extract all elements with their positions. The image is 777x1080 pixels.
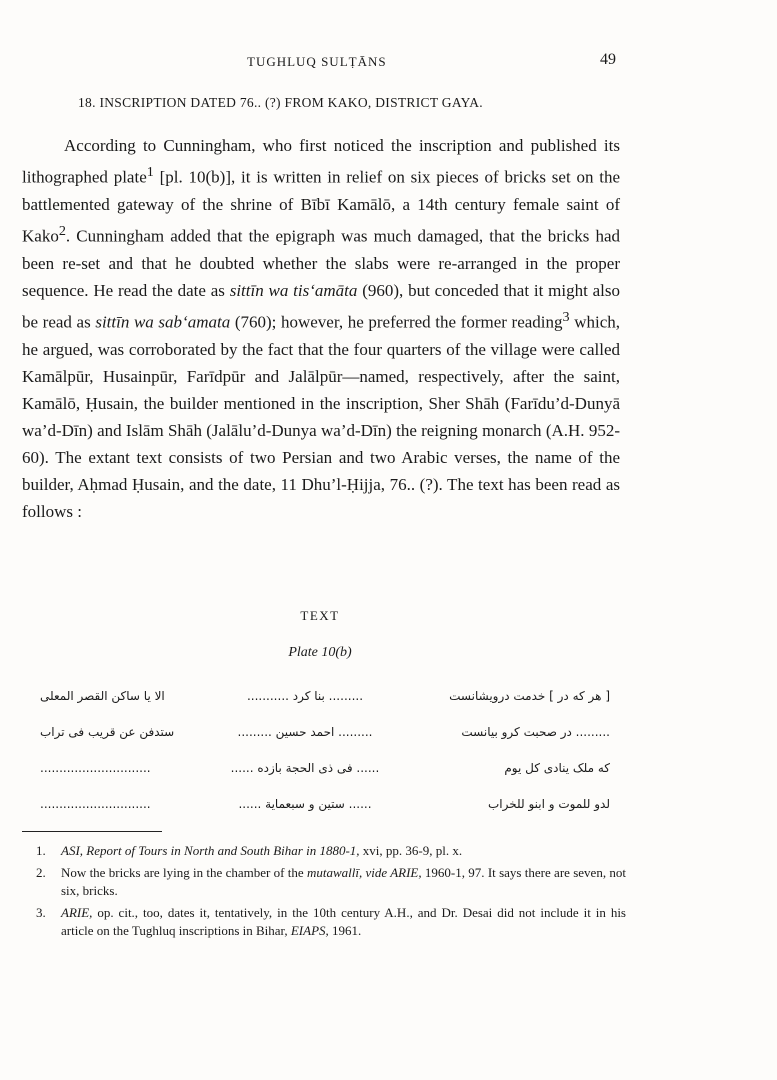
page-number: 49 — [600, 51, 616, 68]
verse-row — [40, 714, 610, 750]
footnote-span: 1961. — [328, 923, 362, 938]
footnote-italic: ASI, Report of Tours in North and South Bihar in 1880-1, — [61, 843, 360, 858]
footnote-span: Now the bricks are lying in the chamber of the — [61, 864, 307, 880]
verse-row — [40, 786, 610, 822]
footnote — [36, 842, 626, 861]
verse-cell: ......... در صحبت کرو بیانست — [461, 725, 610, 739]
plate-label: Plate 10(b) — [288, 645, 352, 660]
footnote-ref: 2 — [58, 222, 66, 239]
footnote — [36, 864, 626, 901]
verse-cell: الا یا ساکن القصر المعلی — [40, 689, 165, 703]
paragraph-span: . Cunningham added that the epigraph was much damaged, that the bricks had been re-set and that he doubted whether the slabs were re-arranged in the proper sequence. He read the date as — [22, 226, 620, 300]
body-text — [22, 132, 620, 525]
running-title: TUGHLUQ SULṬĀNS — [247, 54, 387, 69]
footnote-rule — [22, 831, 162, 832]
paragraph — [22, 132, 620, 525]
transliteration: sittīn wa tis‘amāta — [229, 280, 358, 300]
footnote-ref: 3 — [562, 308, 570, 325]
footnote-span: 1960-1, 97. It says there are seven, not six, bricks. — [61, 864, 626, 898]
paragraph-span: (960), but conceded that it might also be read as — [22, 280, 620, 332]
verse-cell: ......... احمد حسین ......... — [237, 725, 373, 739]
inscription-verses — [40, 678, 610, 822]
footnote-text — [61, 864, 626, 901]
footnote-text — [61, 842, 626, 861]
paragraph-span: According to Cunningham, who first noticed the inscription and published its lithographed plate — [22, 136, 620, 187]
verse-cell: لدو للموت و ابنو للخراب — [488, 797, 610, 811]
verse-row — [40, 678, 610, 714]
footnote-span: xvi, pp. 36-9, pl. x. — [359, 843, 463, 858]
verse-cell: که ملک ینادی کل یوم — [504, 761, 610, 775]
footnote — [36, 904, 626, 941]
footnote-text — [61, 904, 626, 941]
footnote-italic: ARIE, — [61, 904, 93, 920]
verse-cell: ...... فی ذی الحجة بازده ...... — [230, 761, 380, 775]
paragraph-span: (760); however, he preferred the former reading — [230, 312, 563, 332]
verse-cell: ...... ستین و سبعمایة ...... — [238, 797, 372, 811]
text-heading: TEXT — [300, 608, 340, 623]
footnote-span: op. cit., too, dates it, tentatively, in the 10th century A.H., and Dr. Desai did not include it in his article on the Tughluq inscriptions in Bihar, — [61, 904, 626, 938]
verse-row — [40, 750, 610, 786]
footnote-number: 1. — [36, 843, 46, 858]
verse-cell: [ هر که در ] خدمت درویشانست — [449, 689, 610, 703]
paragraph-span: [pl. 10(b)], it is written in relief on six pieces of bricks set on the battlemented gateway of the shrine of Bībī Kamālō, a 14th century female saint of Kako — [22, 167, 620, 246]
footnote-ref: 1 — [146, 164, 154, 181]
footnote-italic: mutawallī, vide ARIE, — [306, 864, 422, 880]
paragraph-span: which, he argued, was corroborated by the fact that the four quarters of the village were called Kamālpūr, Husainpūr, Farīdpūr and Jalālpūr—named, respectively, after the saint, Kamālō, Ḥusain, the builder mentioned in the inscription, Sher Shāh (Farīdu’d-Dunyā wa’d-Dīn) and Islām Shāh (Jalālu’d-Dunya wa’d-Dīn) the reigning monarch (A.H. 952-60). The extant text consists of two Persian and two Arabic verses, the name of the builder, Aḥmad Ḥusain, and the date, 11 Dhu’l-Ḥijja, 76.. (?). The text has been read as follows : — [22, 312, 621, 522]
transliteration: sittīn wa sab‘amata — [95, 312, 231, 332]
footnotes — [36, 842, 626, 944]
footnote-italic: EIAPS, — [290, 923, 329, 938]
footnote-number: 3. — [36, 904, 46, 920]
verse-cell: ستدفن عن قریب فی تراب — [40, 725, 175, 739]
verse-cell: ......... بنا کرد ........... — [246, 689, 364, 703]
footnote-number: 2. — [36, 864, 46, 880]
verse-cell: ............................. — [40, 797, 151, 811]
verse-cell: ............................. — [40, 761, 151, 775]
section-heading: 18. INSCRIPTION DATED 76.. (?) FROM KAKO, DISTRICT GAYA. — [78, 95, 483, 110]
